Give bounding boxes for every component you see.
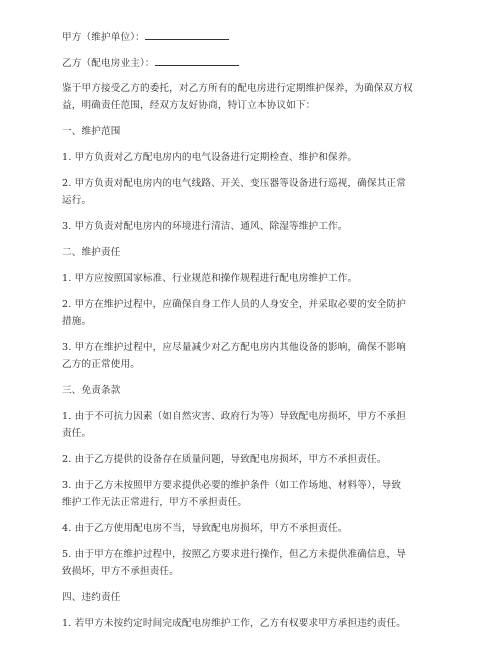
clause-line: 维护工作无法正常进行，甲方不承担责任。 — [62, 497, 248, 508]
party-a-label: 甲方（维护单位）： — [62, 32, 145, 43]
section-heading: 四、违约责任 — [62, 592, 121, 603]
clause-line: 3. 甲方在维护过程中，应尽量减少对乙方配电房内其他设备的影响，确保不影响 — [62, 342, 406, 353]
clause-line: 1. 甲方应按照国家标准、行业规范和操作规程进行配电房维护工作。 — [62, 273, 358, 284]
clause-line: 责任。 — [62, 428, 92, 439]
clause-line: 1. 甲方负责对乙方配电房内的电气设备进行定期检查、维护和保养。 — [62, 152, 358, 163]
clause-line: 运行。 — [62, 195, 92, 206]
clause-line: 4. 由于乙方使用配电房不当，导致配电房损坏，甲方不承担责任。 — [62, 523, 348, 534]
clause-line: 2. 由于乙方提供的设备存在质量问题，导致配电房损坏，甲方不承担责任。 — [62, 454, 387, 465]
section-heading: 三、免责条款 — [62, 385, 121, 396]
clause-line: 1. 由于不可抗力因素（如自然灾害、政府行为等）导致配电房损坏，甲方不承担 — [62, 411, 406, 422]
clause-line: 3. 甲方负责对配电房内的环境进行清洁、通风、除湿等维护工作。 — [62, 221, 348, 232]
party-b-blank — [155, 54, 239, 66]
party-b-line — [62, 54, 434, 72]
party-a-blank — [145, 28, 229, 40]
clause-line: 2. 甲方负责对配电房内的电气线路、开关、变压器等设备进行巡视，确保其正常 — [62, 178, 406, 189]
clause-line: 乙方的正常使用。 — [62, 359, 140, 370]
clause-line: 致损坏，甲方不承担责任。 — [62, 566, 179, 577]
clause-line: 3. 由于乙方未按照甲方要求提供必要的维护条件（如工作场地、材料等），导致 — [62, 480, 402, 491]
clause-line: 1. 若甲方未按约定时间完成配电房维护工作，乙方有权要求甲方承担违约责任。 — [62, 618, 406, 629]
party-a-line — [62, 28, 434, 46]
party-b-label: 乙方（配电房业主）： — [62, 58, 155, 69]
section-heading: 二、维护责任 — [62, 247, 121, 258]
clause-line: 2. 甲方在维护过程中，应确保自身工作人员的人身安全，并采取必要的安全防护 — [62, 299, 406, 310]
intro-line: 鉴于甲方接受乙方的委托，对乙方所有的配电房进行定期维护保养，为确保双方权 — [62, 83, 413, 94]
intro-line: 益，明确责任范围，经双方友好协商，特订立本协议如下： — [62, 100, 316, 111]
clause-line: 5. 由于甲方在维护过程中，按照乙方要求进行操作，但乙方未提供准确信息，导 — [62, 549, 406, 560]
section-heading: 一、维护范围 — [62, 126, 121, 137]
clause-line: 措施。 — [62, 316, 92, 327]
